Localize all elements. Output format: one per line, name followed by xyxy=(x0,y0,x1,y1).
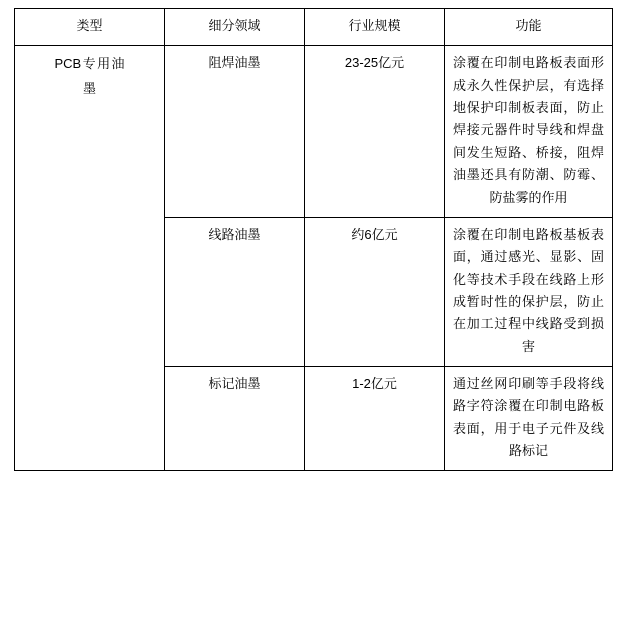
column-header-function: 功能 xyxy=(445,9,613,46)
cell-function-text: 通过丝网印刷等手段将线路字符涂覆在印制电路板表面，用于电子元件及线路标记 xyxy=(453,376,604,459)
cell-function-text: 涂覆在印制电路板表面形成永久性保护层，有选择地保护印制板表面，防止焊接元器件时导线和焊盘间发生短路、桥接，阻焊油墨还具有防潮、防霉、防盐雾的作用 xyxy=(453,55,604,205)
column-header-type: 类型 xyxy=(15,9,165,46)
cell-type xyxy=(15,46,165,471)
pcb-ink-table xyxy=(14,8,613,471)
cell-segment: 阻焊油墨 xyxy=(165,46,305,218)
cell-size: 1-2亿元 xyxy=(305,367,445,471)
column-header-size: 行业规模 xyxy=(305,9,445,46)
table-header xyxy=(15,9,613,46)
cell-function xyxy=(445,367,613,471)
cell-size: 23-25亿元 xyxy=(305,46,445,218)
cell-function xyxy=(445,217,613,366)
column-header-segment: 细分领域 xyxy=(165,9,305,46)
table-body xyxy=(15,46,613,471)
cell-type-text: PCB专用油墨 xyxy=(54,56,125,97)
table-header-row xyxy=(15,9,613,46)
cell-function-text: 涂覆在印制电路板基板表面，通过感光、显影、固化等技术手段在线路上形成暂时性的保护层，防止在加工过程中线路受到损害 xyxy=(453,226,604,354)
cell-function xyxy=(445,46,613,218)
cell-segment: 线路油墨 xyxy=(165,217,305,366)
cell-segment: 标记油墨 xyxy=(165,367,305,471)
table-row xyxy=(15,46,613,218)
cell-size: 约6亿元 xyxy=(305,217,445,366)
document-page xyxy=(0,8,626,634)
